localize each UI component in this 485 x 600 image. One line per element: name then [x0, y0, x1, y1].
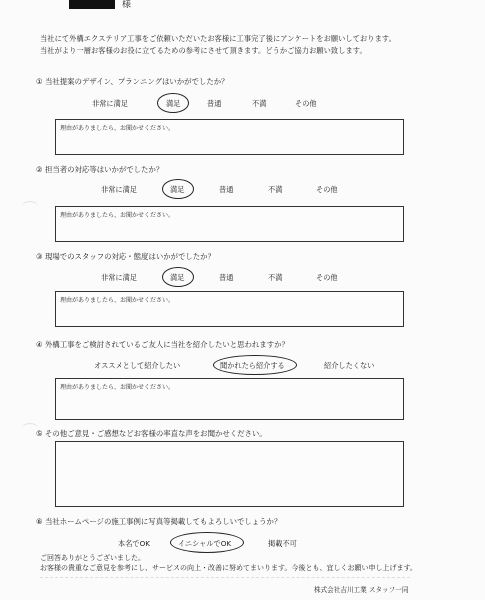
question-4-label: ④ 外構工事をご検討されているご友人に当社を紹介したいと思われますか？ — [36, 340, 289, 349]
punch-hole-mark-1 — [22, 201, 38, 212]
company-signature: 株式会社吉川工業 スタッフ一同 — [314, 586, 409, 594]
q2-reason-box[interactable] — [55, 206, 404, 242]
q1-option-satisfied[interactable]: 満足 — [166, 99, 181, 108]
q3-option-satisfied[interactable]: 満足 — [170, 273, 185, 282]
q1-option-very-satisfied[interactable]: 非常に満足 — [92, 99, 128, 108]
q2-selection-circle — [162, 179, 194, 199]
q3-reason-box[interactable] — [55, 291, 404, 327]
q2-option-normal[interactable]: 普通 — [219, 185, 234, 194]
q4-reason-box[interactable] — [55, 378, 404, 420]
q3-option-very-satisfied[interactable]: 非常に満足 — [101, 273, 137, 282]
q4-option-not-recommend[interactable]: 紹介したくない — [324, 361, 375, 370]
q2-reason-placeholder: 理由がありましたら、お聞かせください。 — [60, 212, 175, 219]
intro-line-2: 当社がより一層お客様のお役に立てるための参考にさせて頂きます。どうかご協力お願い致します。 — [40, 46, 367, 55]
q4-reason-placeholder: 理由がありましたら、お聞かせください。 — [60, 384, 175, 391]
q2-option-dissatisfied[interactable]: 不満 — [268, 185, 283, 194]
q3-option-dissatisfied[interactable]: 不満 — [268, 273, 283, 282]
q1-reason-box[interactable] — [55, 119, 404, 155]
footer-thanks: ご回答ありがとうございました。 — [40, 554, 145, 562]
q1-reason-placeholder: 理由がありましたら、お聞かせください。 — [60, 125, 175, 132]
q2-option-other[interactable]: その他 — [316, 185, 338, 194]
q4-selection-circle — [213, 355, 297, 375]
q1-option-other[interactable]: その他 — [295, 99, 317, 108]
q1-option-normal[interactable]: 普通 — [207, 99, 222, 108]
q3-option-normal[interactable]: 普通 — [219, 273, 234, 282]
intro-line-1: 当社にて外構エクステリア工事をご依頼いただいたお客様に工事完了後にアンケートをお願いしております。 — [40, 34, 396, 43]
q3-reason-placeholder: 理由がありましたら、お聞かせください。 — [60, 297, 175, 304]
q6-option-real-name[interactable]: 本名でOK — [118, 539, 150, 548]
honorific-label: 様 — [122, 0, 132, 10]
q2-option-very-satisfied[interactable]: 非常に満足 — [101, 185, 137, 194]
question-5-label: ⑤ その他ご意見・ご感想などお客様の率直な声をお聞かせください。 — [36, 429, 267, 438]
q4-option-if-asked[interactable]: 聞かれたら紹介する — [220, 361, 285, 370]
footer-message: お客様の貴重なご意見を参考にし、サービスの向上・改善に努めてまいります。今後とも、宜しくお願い申し上げます。 — [40, 564, 417, 572]
q1-option-dissatisfied[interactable]: 不満 — [252, 99, 267, 108]
question-3-label: ③ 現場でのスタッフの対応・態度はいかがでしたか？ — [36, 252, 215, 261]
question-1-label: ① 当社提案のデザイン、プランニングはいかがでしたか？ — [36, 77, 229, 86]
q6-option-initials[interactable]: イニシャルでOK — [178, 539, 232, 548]
q6-selection-circle — [170, 532, 244, 553]
question-2-label: ② 担当者の対応等はいかがでしたか？ — [36, 165, 164, 174]
q6-option-no-publish[interactable]: 掲載不可 — [268, 539, 297, 548]
q1-selection-circle — [157, 93, 189, 113]
q3-selection-circle — [162, 267, 194, 287]
q3-option-other[interactable]: その他 — [316, 273, 338, 282]
footer-divider — [40, 577, 410, 578]
customer-name-redaction — [69, 0, 115, 9]
question-6-label: ⑥ 当社ホームページの施工事例に写真等掲載してもよろしいでしょうか？ — [36, 517, 282, 526]
q4-option-recommend[interactable]: オススメとして紹介したい — [94, 361, 181, 370]
q5-comment-box[interactable] — [55, 441, 404, 507]
q2-option-satisfied[interactable]: 満足 — [170, 185, 185, 194]
